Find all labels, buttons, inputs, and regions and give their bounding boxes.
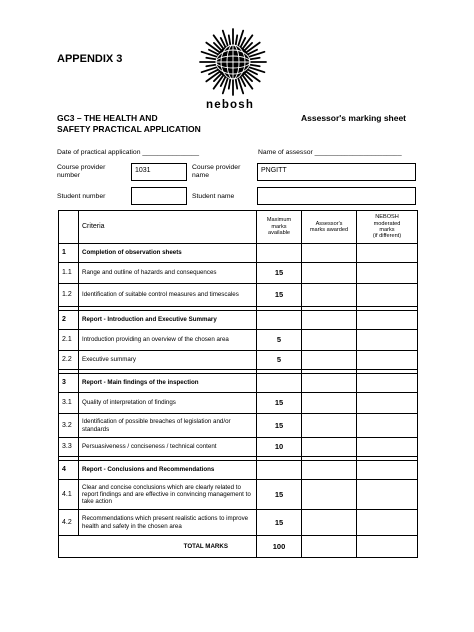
moderated-marks-cell[interactable] xyxy=(357,374,418,393)
max-marks-cell: 15 xyxy=(257,393,302,414)
header-max-marks xyxy=(257,211,302,244)
moderated-marks-cell[interactable] xyxy=(357,510,418,536)
criterion-text: Identification of suitable control measures and timescales xyxy=(79,284,257,307)
table-row xyxy=(59,510,418,536)
criterion-number: 3.2 xyxy=(59,414,79,438)
criterion-number: 2.2 xyxy=(59,351,79,370)
table-section-row xyxy=(59,311,418,330)
brand-name: nebosh xyxy=(206,99,255,111)
criterion-number: 4 xyxy=(59,461,79,480)
provider-number-field[interactable]: 1031 xyxy=(131,163,187,181)
max-marks-cell xyxy=(257,244,302,263)
assessor-label: Name of assessor xyxy=(258,149,313,156)
assessor-marks-cell[interactable] xyxy=(302,330,357,351)
moderated-marks-cell[interactable] xyxy=(357,263,418,284)
header-max-line2: marks xyxy=(271,223,287,230)
criterion-number: 1.2 xyxy=(59,284,79,307)
table-row xyxy=(59,263,418,284)
table-row xyxy=(59,330,418,351)
moderated-marks-cell[interactable] xyxy=(357,480,418,510)
assessor-marks-cell[interactable] xyxy=(302,461,357,480)
logo-ray xyxy=(236,35,238,46)
moderated-marks-cell[interactable] xyxy=(357,311,418,330)
moderated-marks-cell[interactable] xyxy=(357,351,418,370)
criterion-number: 2 xyxy=(59,311,79,330)
criterion-text: Executive summary xyxy=(79,351,257,370)
table-row xyxy=(59,351,418,370)
logo-ray xyxy=(206,58,217,60)
table-section-row xyxy=(59,374,418,393)
logo-ray xyxy=(236,78,238,89)
total-marks-value: 100 xyxy=(257,536,302,558)
date-field xyxy=(57,149,199,157)
header-moderated-line3: marks xyxy=(379,227,395,233)
max-marks-cell: 5 xyxy=(257,351,302,370)
logo-ray xyxy=(249,65,260,67)
provider-name-label-line2: name xyxy=(192,172,210,179)
criterion-number: 1 xyxy=(59,244,79,263)
criterion-text: Report - Main findings of the inspection xyxy=(79,374,257,393)
student-name-field[interactable] xyxy=(257,187,416,205)
header-max-line1: Maximum xyxy=(266,217,292,224)
criterion-number: 4.1 xyxy=(59,480,79,510)
assessor-marks-cell[interactable] xyxy=(302,393,357,414)
provider-number-label-line2: number xyxy=(57,172,81,179)
assessor-marks-cell[interactable] xyxy=(302,263,357,284)
course-title-line2: SAFETY PRACTICAL APPLICATION xyxy=(57,123,201,134)
header-moderated-line4: (if different) xyxy=(372,233,402,240)
criterion-text: Persuasiveness / conciseness / technical content xyxy=(79,438,257,457)
criterion-number: 4.2 xyxy=(59,510,79,536)
moderated-marks-cell[interactable] xyxy=(357,438,418,457)
assessor-field xyxy=(258,149,402,157)
appendix-title: APPENDIX 3 xyxy=(57,53,123,65)
assessor-marks-cell[interactable] xyxy=(302,284,357,307)
moderated-marks-cell[interactable] xyxy=(357,393,418,414)
criterion-number: 1.1 xyxy=(59,263,79,284)
header-awarded-line2: marks awarded xyxy=(309,227,349,233)
criterion-text: Report - Conclusions and Recommendations xyxy=(79,461,257,480)
moderated-marks-cell[interactable] xyxy=(357,244,418,263)
provider-number-label xyxy=(57,164,105,180)
provider-name-label-line1: Course provider xyxy=(192,164,241,171)
max-marks-cell xyxy=(257,374,302,393)
total-num-cell xyxy=(59,536,79,558)
criterion-number: 3.1 xyxy=(59,393,79,414)
provider-name-field[interactable]: PNGITT xyxy=(257,163,416,181)
date-label: Date of practical application xyxy=(57,149,141,156)
criterion-number: 3.3 xyxy=(59,438,79,457)
criterion-text: Range and outline of hazards and consequences xyxy=(79,263,257,284)
header-max-line3: available xyxy=(267,230,291,237)
table-row xyxy=(59,480,418,510)
header-moderated-line2: moderated xyxy=(373,220,401,227)
table-section-row xyxy=(59,244,418,263)
criterion-text: Introduction providing an overview of the chosen area xyxy=(79,330,257,351)
assessor-value[interactable]: _______________________ xyxy=(314,149,402,156)
max-marks-cell: 5 xyxy=(257,330,302,351)
table-row xyxy=(59,393,418,414)
moderated-marks-cell[interactable] xyxy=(357,330,418,351)
assessor-marks-cell[interactable] xyxy=(302,244,357,263)
total-row xyxy=(59,536,418,558)
header-moderated-line1: NEBOSH xyxy=(375,214,399,221)
max-marks-cell xyxy=(257,311,302,330)
max-marks-cell: 15 xyxy=(257,414,302,438)
logo-ray xyxy=(206,65,217,67)
logo-ray xyxy=(249,58,260,60)
max-marks-cell: 15 xyxy=(257,510,302,536)
criterion-text: Clear and concise conclusions which are clearly related to report findings and are effective in convincing management to take action xyxy=(79,480,257,510)
table-row xyxy=(59,284,418,307)
header-num-cell xyxy=(59,211,79,244)
criterion-number: 3 xyxy=(59,374,79,393)
provider-name-label xyxy=(192,164,240,180)
logo-ray xyxy=(229,78,231,89)
sheet-title: Assessor's marking sheet xyxy=(301,113,407,123)
total-moderated-cell[interactable] xyxy=(357,536,418,558)
course-title-line1: GC3 – THE HEALTH AND xyxy=(57,113,158,123)
header-criteria: Criteria xyxy=(79,211,257,244)
table-row xyxy=(59,438,418,457)
moderated-marks-cell[interactable] xyxy=(357,414,418,438)
criterion-text: Report - Introduction and Executive Summary xyxy=(79,311,257,330)
criterion-text: Completion of observation sheets xyxy=(79,244,257,263)
course-title xyxy=(57,113,201,134)
header-awarded-line1: Assessor's xyxy=(315,220,343,227)
header-moderated-marks xyxy=(357,211,418,244)
student-number-label: Student number xyxy=(57,193,106,200)
assessor-marks-cell[interactable] xyxy=(302,480,357,510)
criterion-text: Recommendations which present realistic actions to improve health and safety in the chosen area xyxy=(79,510,257,536)
criterion-text: Identification of possible breaches of legislation and/or standards xyxy=(79,414,257,438)
max-marks-cell: 15 xyxy=(257,284,302,307)
nebosh-globe-logo-icon xyxy=(199,28,267,96)
max-marks-cell xyxy=(257,461,302,480)
total-label: TOTAL MARKS xyxy=(79,536,257,558)
max-marks-cell: 15 xyxy=(257,480,302,510)
header-assessor-marks xyxy=(302,211,357,244)
assessor-marks-cell[interactable] xyxy=(302,374,357,393)
moderated-marks-cell[interactable] xyxy=(357,284,418,307)
student-name-label: Student name xyxy=(192,193,235,200)
date-value[interactable]: _______________ xyxy=(142,149,200,156)
max-marks-cell: 10 xyxy=(257,438,302,457)
assessor-marks-cell[interactable] xyxy=(302,351,357,370)
table-section-row xyxy=(59,461,418,480)
assessor-marks-cell[interactable] xyxy=(302,311,357,330)
assessor-marks-cell[interactable] xyxy=(302,438,357,457)
criterion-text: Quality of interpretation of findings xyxy=(79,393,257,414)
total-assessor-cell[interactable] xyxy=(302,536,357,558)
provider-number-label-line1: Course provider xyxy=(57,164,106,171)
assessor-marks-cell[interactable] xyxy=(302,510,357,536)
assessor-marks-cell[interactable] xyxy=(302,414,357,438)
max-marks-cell: 15 xyxy=(257,263,302,284)
student-number-field[interactable] xyxy=(131,187,187,205)
criteria-table xyxy=(58,210,418,558)
logo-ray xyxy=(229,35,231,46)
table-row xyxy=(59,414,418,438)
criterion-number: 2.1 xyxy=(59,330,79,351)
moderated-marks-cell[interactable] xyxy=(357,461,418,480)
table-header-row xyxy=(59,211,418,244)
